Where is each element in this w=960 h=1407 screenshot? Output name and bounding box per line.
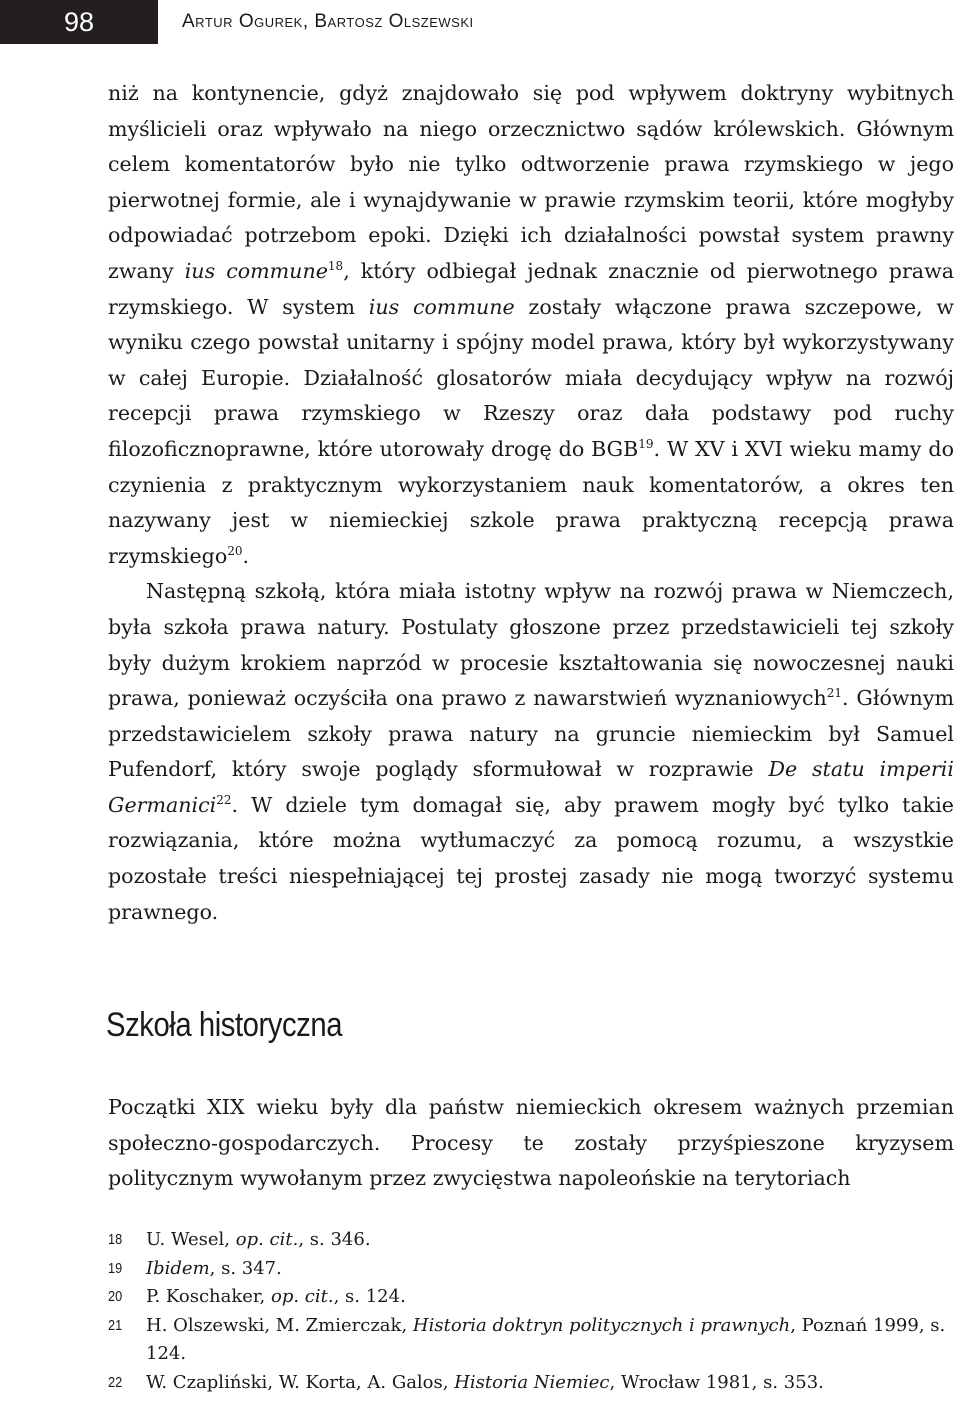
text-run: . Głównym przedstawicielem szkoły prawa natury na gruncie niemieckim był Samuel Pufendorf, który swoje poglądy sformułował w rozprawie — [108, 686, 954, 782]
footnote-ref: 19 — [638, 436, 654, 451]
footnote-ref: 22 — [216, 792, 232, 807]
section-paragraph: Początki XIX wieku były dla państw niemieckich okresem ważnych przemian społeczno-gospodarczych. Procesy te zostały przyśpieszone kryzysem politycznym wywołanym przez zwycięstwa napoleońskie na terytoriach — [108, 1095, 954, 1191]
text-run: Następną szkołą, która miała istotny wpływ na rozwój prawa w Niemczech, była szkoła prawa natury. Postulaty głoszone przez przedstawicieli tej szkoły były dużym krokiem naprzód w procesie kształtowania się nowoczesnej nauki prawa, ponieważ oczyściła ona prawo z nawarstwień wyznaniowych — [108, 579, 954, 711]
footnote-text: U. Wesel, op. cit., s. 346. — [146, 1229, 371, 1250]
text-run: zostały włączone prawa szczepowe, w wyniku czego powstał unitarny i spójny model prawa, który był wykorzystywany w całej Europie. Działalność glosatorów miała decydujący wpływ na rozwój recepcji prawa rzymskiego w Rzeszy oraz dała podstawy pod ruchy filozoficznoprawne, które utorowały drogę do BGB — [108, 294, 954, 461]
footnotes — [108, 1226, 954, 1398]
text-run: niż na kontynencie, gdyż znajdowało się pod wpływem doktryny wybitnych myślicieli oraz wpływało na niego orzecznictwo sądów królewskich. Głównym celem komentatorów było nie tylko odtworzenie prawa rzymskiego w jego pierwotnej formie, ale i wynajdywanie w prawie rzymskim teorii, które mogłyby odpowiadać potrzebom epoki. Dzięki ich działalności powstał system prawny zwany — [108, 81, 954, 283]
footnote-text: P. Koschaker, op. cit., s. 124. — [146, 1286, 406, 1308]
paragraph-2 — [108, 574, 954, 930]
text-run: . W XV i XVI wieku mamy do czynienia z praktycznym wykorzystaniem nauk komentatorów, a okres ten nazywany jest w niemieckiej szkole prawa praktyczną recepcją prawa rzymskiego — [108, 436, 954, 568]
text-run: . W dziele tym domagał się, aby prawem mogły być tylko takie rozwiązania, które można wytłumaczyć za pomocą rozumu, a wszystkie pozostałe treści niespełniającej tej prostej zasady nie mogą tworzyć systemu prawnego. — [108, 792, 954, 924]
footnote-text: Ibidem, s. 347. — [146, 1257, 282, 1279]
footnote — [108, 1283, 954, 1312]
running-header — [0, 0, 840, 44]
footnote — [108, 1312, 954, 1369]
footnote-number: 22 — [108, 1373, 123, 1391]
footnote — [108, 1255, 954, 1284]
footnote-ref: 18 — [327, 258, 344, 273]
footnote-ref: 20 — [227, 543, 243, 558]
footnote-text: H. Olszewski, M. Zmierczak, Historia doktryn politycznych i prawnych, Poznań 1999, s. 124. — [146, 1314, 946, 1365]
section-heading: Szkoła historyczna — [106, 1006, 343, 1044]
footnote-ref: 21 — [826, 686, 843, 701]
footnote — [108, 1369, 954, 1398]
footnote — [108, 1226, 954, 1255]
footnote-number: 21 — [108, 1316, 123, 1334]
text-run: , który odbiegał jednak znacznie od pierwotnego prawa rzymskiego. W system — [108, 258, 954, 319]
italic-title: De statu imperii Germanici — [108, 757, 954, 817]
running-head-authors: Artur Ogurek, Bartosz Olszewski — [182, 11, 474, 32]
text-run: . — [242, 543, 250, 568]
italic-term: ius commune — [184, 258, 328, 283]
page-number: 98 — [0, 0, 158, 44]
body-text — [108, 76, 954, 930]
footnote-number: 18 — [108, 1231, 123, 1248]
italic-term: ius commune — [368, 294, 515, 319]
footnote-number: 19 — [108, 1259, 123, 1277]
footnote-text: W. Czapliński, W. Korta, A. Galos, Historia Niemiec, Wrocław 1981, s. 353. — [146, 1371, 824, 1393]
footnote-number: 20 — [108, 1288, 123, 1306]
paragraph-1 — [108, 76, 954, 574]
